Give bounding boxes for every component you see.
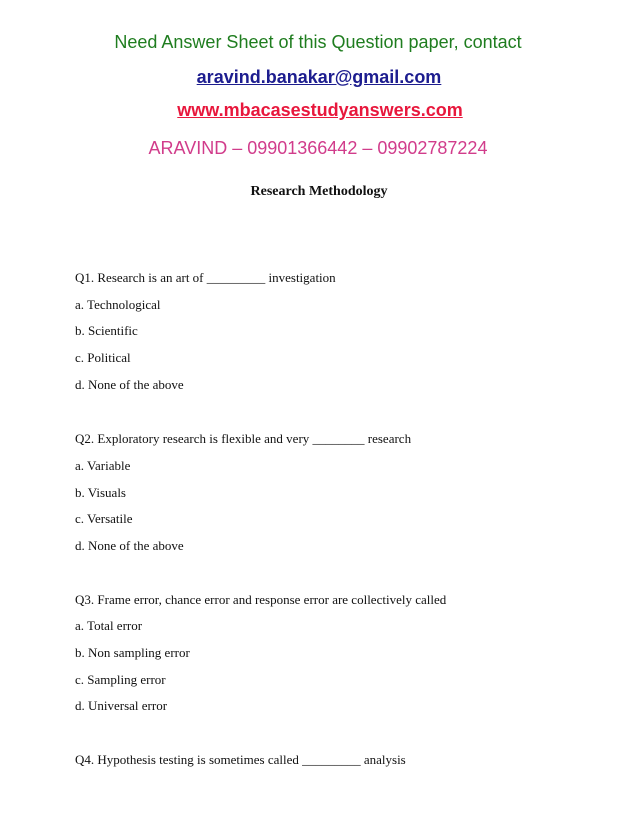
q2-option-c: c. Versatile (75, 511, 133, 526)
q3-option-c: c. Sampling error (75, 672, 166, 687)
q2-option-a: a. Variable (75, 458, 131, 473)
question-4: Q4. Hypothesis testing is sometimes called _________ analysis (75, 752, 406, 767)
website-link[interactable]: www.mbacasestudyanswers.com (177, 100, 463, 120)
contact-notice: Need Answer Sheet of this Question paper, contact (114, 32, 522, 52)
document-title: Research Methodology (250, 184, 388, 199)
q2-option-b: b. Visuals (75, 485, 126, 500)
question-2: Q2. Exploratory research is flexible and very ________ research (75, 431, 412, 446)
contact-phones: ARAVIND – 09901366442 – 09902787224 (148, 138, 488, 158)
q3-option-a: a. Total error (75, 618, 143, 633)
contact-email-link[interactable]: aravind.banakar@gmail.com (196, 67, 442, 87)
q1-option-c: c. Political (75, 350, 131, 365)
question-1: Q1. Research is an art of _________ investigation (75, 270, 336, 285)
q3-option-d: d. Universal error (75, 698, 168, 713)
q1-option-a: a. Technological (75, 297, 161, 312)
q3-option-b: b. Non sampling error (75, 645, 190, 660)
q1-option-d: d. None of the above (75, 377, 184, 392)
question-3: Q3. Frame error, chance error and response error are collectively called (75, 592, 447, 607)
q1-option-b: b. Scientific (75, 323, 138, 338)
q2-option-d: d. None of the above (75, 538, 184, 553)
